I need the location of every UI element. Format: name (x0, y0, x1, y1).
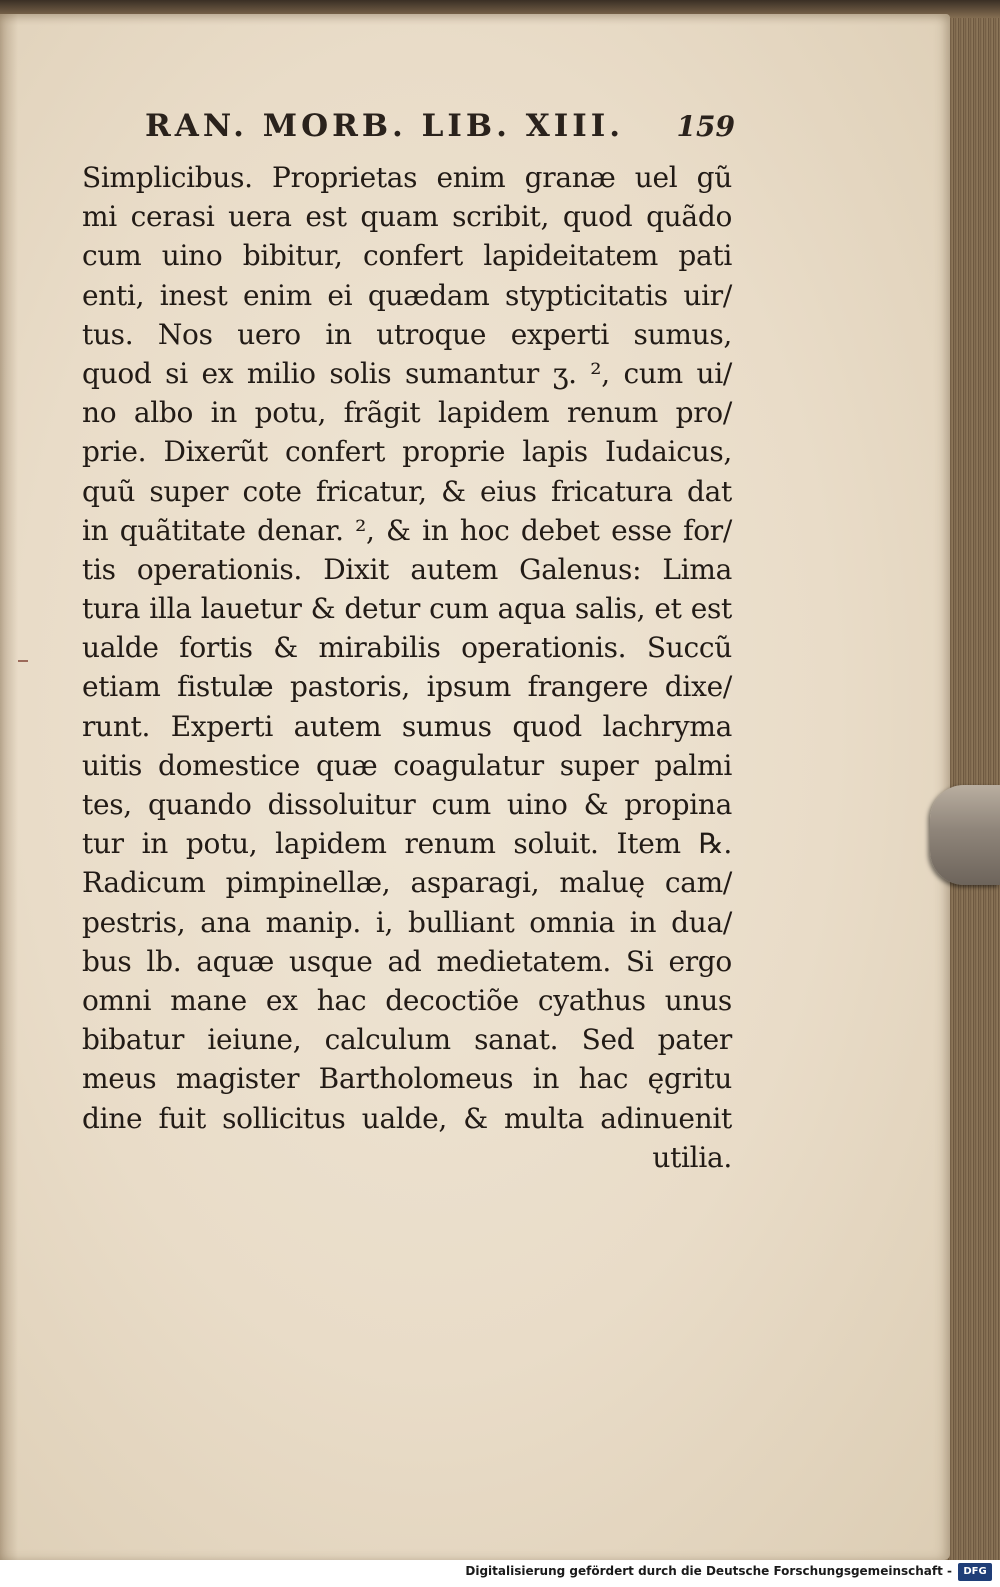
text-line: quod si ex milio solis sumantur ʒ. ², cum ui/ (82, 356, 732, 390)
text-line: meus magister Bartholomeus in hac ęgritu (82, 1062, 732, 1096)
digitization-footer (0, 1560, 1000, 1587)
text-line: omni mane ex hac decoctiõe cyathus unus (82, 983, 732, 1017)
text-line: quũ super cote fricatur, & eius fricatura dat (82, 474, 732, 508)
folio-number: 159 (676, 110, 735, 143)
text-line: tura illa lauetur & detur cum aqua salis, et est (82, 592, 732, 626)
text-line: runt. Experti autem sumus quod lachryma (82, 709, 732, 743)
text-line: Radicum pimpinellæ, asparagi, maluę cam/ (82, 866, 732, 900)
text-line: in quãtitate denar. ², & in hoc debet esse for/ (82, 513, 732, 547)
text-line: tis operationis. Dixit autem Galenus: Lima (82, 552, 732, 586)
margin-mark (18, 660, 28, 662)
text-line: prie. Dixerũt confert proprie lapis Iudaicus, (82, 435, 732, 469)
text-line: utilia. (652, 1140, 732, 1174)
text-line: uitis domestice quæ coagulatur super palmi (82, 748, 732, 782)
text-line: mi cerasi uera est quam scribit, quod quãdo (82, 200, 732, 234)
text-line: bus lb. aquæ usque ad medietatem. Si ergo (82, 944, 732, 978)
funding-credit: Digitalisierung gefördert durch die Deutsche Forschungsgemeinschaft - (465, 1564, 952, 1578)
text-line: no albo in potu, frãgit lapidem renum pro/ (82, 396, 732, 430)
text-line: bibatur ieiune, calculum sanat. Sed pater (82, 1023, 732, 1057)
text-line: dine fuit sollicitus ualde, & multa adinuenit (82, 1101, 732, 1135)
text-line: pestris, ana manip. i, bulliant omnia in dua/ (82, 905, 732, 939)
gutter-shadow (0, 14, 18, 1560)
text-line: tus. Nos uero in utroque experti sumus, (82, 317, 732, 351)
page-header (145, 108, 735, 144)
text-line: Simplicibus. Proprietas enim granæ uel gũ (82, 161, 732, 194)
text-line: etiam fistulæ pastoris, ipsum frangere dixe/ (82, 670, 732, 704)
body-text (82, 158, 732, 1177)
text-line: tes, quando dissoluitur cum uino & propina (82, 788, 732, 821)
running-head: RAN. MORB. LIB. XIII. (145, 108, 625, 144)
text-line: tur in potu, lapidem renum soluit. Item ℞. (82, 827, 732, 861)
text-line: ualde fortis & mirabilis operationis. Succũ (82, 631, 732, 665)
text-line: cum uino bibitur, confert lapideitatem pati (82, 239, 732, 273)
text-line: enti, inest enim ei quædam stypticitatis uir/ (82, 278, 732, 312)
book-clasp (930, 785, 1000, 885)
dfg-logo-icon: DFG (958, 1563, 992, 1581)
